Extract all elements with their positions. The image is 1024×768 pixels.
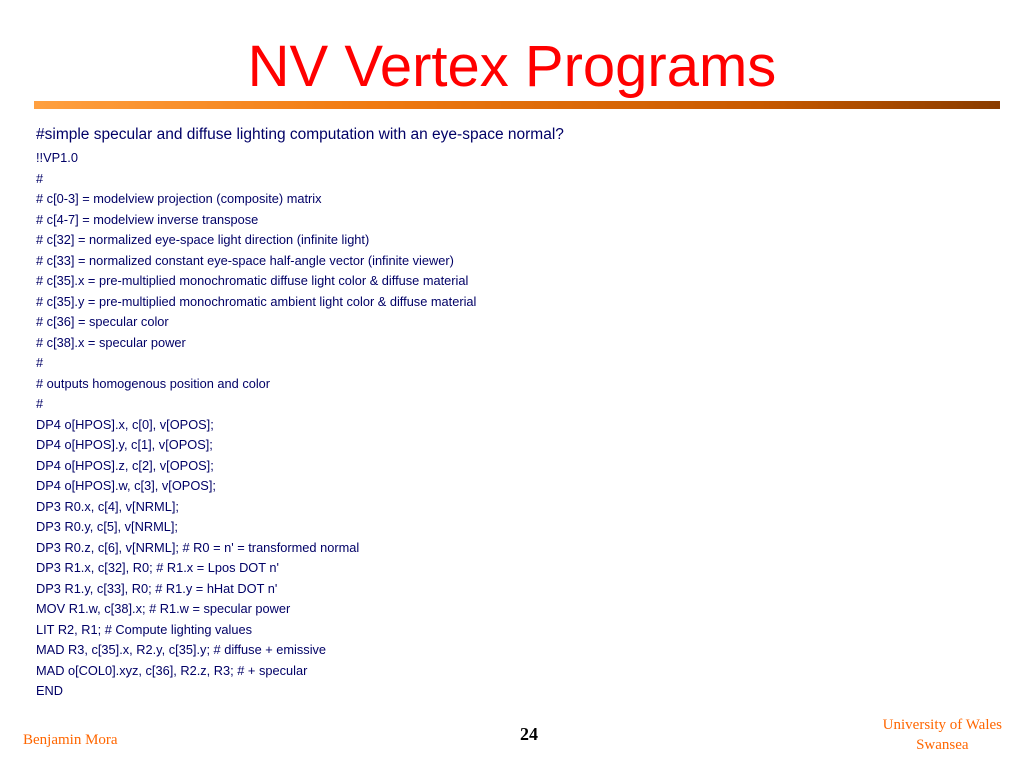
code-line: LIT R2, R1; # Compute lighting values (36, 621, 253, 637)
code-line: DP4 o[HPOS].y, c[1], v[OPOS]; (36, 437, 213, 452)
intro-line: #simple specular and diffuse lighting computation with an eye-space normal? (36, 126, 564, 143)
code-line: DP4 o[HPOS].x, c[0], v[OPOS]; (36, 416, 214, 432)
code-line: DP3 R0.x, c[4], v[NRML]; (36, 498, 179, 514)
code-line: # (36, 396, 44, 411)
code-line: END (36, 683, 64, 698)
slide-title: NV Vertex Programs (247, 34, 777, 99)
code-listing (36, 148, 476, 702)
footer-author: Benjamin Mora (23, 732, 118, 748)
code-line: # c[38].x = specular power (36, 334, 186, 350)
code-line: !!VP1.0 (36, 150, 78, 165)
code-line: DP3 R1.y, c[33], R0; # R1.y = hHat DOT n' (36, 580, 278, 596)
code-line: DP4 o[HPOS].z, c[2], v[OPOS]; (36, 457, 214, 473)
page-number: 24 (520, 724, 538, 744)
code-line: # outputs homogenous position and color (36, 375, 271, 391)
code-line: # c[32] = normalized eye-space light direction (infinite light) (36, 232, 370, 247)
code-line: # c[35].x = pre-multiplied monochromatic diffuse light color & diffuse material (36, 273, 469, 288)
code-line: # c[33] = normalized constant eye-space half-angle vector (infinite viewer) (36, 252, 454, 268)
code-line: DP3 R0.y, c[5], v[NRML]; (36, 519, 178, 534)
institution-line-2: Swansea (916, 737, 969, 753)
code-line: MOV R1.w, c[38].x; # R1.w = specular power (36, 601, 291, 616)
code-line: DP3 R0.z, c[6], v[NRML]; # R0 = n' = transformed normal (36, 539, 360, 555)
code-line: # (36, 170, 44, 186)
code-line: # (36, 355, 44, 370)
title-divider (34, 101, 1000, 109)
code-line: DP4 o[HPOS].w, c[3], v[OPOS]; (36, 478, 216, 493)
footer-institution (883, 715, 1002, 755)
code-line: MAD o[COL0].xyz, c[36], R2.z, R3; # + specular (36, 662, 308, 678)
code-line: # c[4-7] = modelview inverse transpose (36, 211, 259, 227)
code-line: DP3 R1.x, c[32], R0; # R1.x = Lpos DOT n' (36, 560, 279, 575)
institution-line-1: University of Wales (882, 717, 1002, 733)
code-line: # c[0-3] = modelview projection (composite) matrix (36, 191, 322, 206)
code-line: # c[36] = specular color (36, 314, 169, 329)
code-line: MAD R3, c[35].x, R2.y, c[35].y; # diffuse + emissive (36, 642, 327, 657)
code-line: # c[35].y = pre-multiplied monochromatic ambient light color & diffuse material (36, 293, 477, 309)
